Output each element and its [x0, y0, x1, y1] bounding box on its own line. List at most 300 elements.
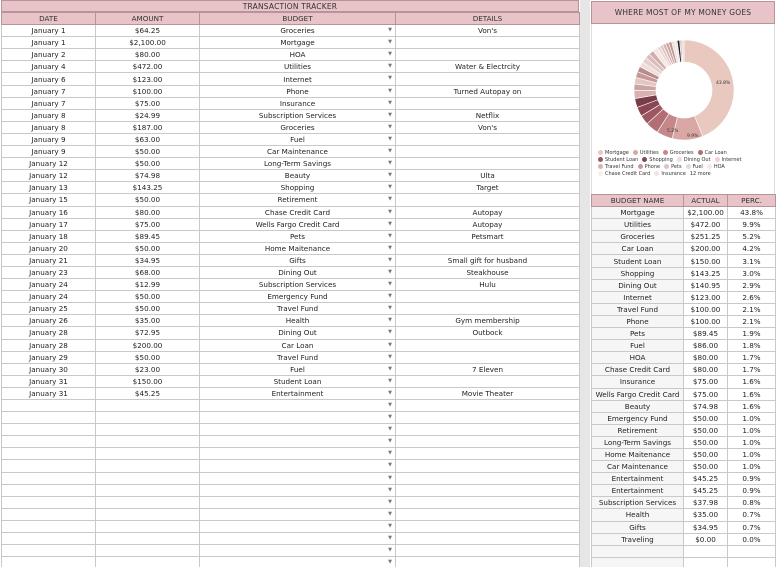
budget-dropdown[interactable] — [200, 327, 396, 339]
column-header-actual: ACTUAL — [684, 195, 728, 207]
budget-dropdown[interactable] — [200, 133, 396, 145]
date-cell[interactable] — [2, 460, 96, 472]
summary-row — [592, 340, 776, 352]
perc-cell: 1.7% — [728, 364, 776, 376]
details-cell[interactable]: Outbock — [396, 327, 580, 339]
dropdown-arrow-icon[interactable]: ▼ — [388, 232, 392, 239]
date-cell[interactable]: January 17 — [2, 218, 96, 230]
details-cell[interactable]: Steakhouse — [396, 266, 580, 278]
amount-cell[interactable] — [96, 557, 200, 567]
chart-legend — [598, 150, 770, 178]
date-cell[interactable]: January 9 — [2, 133, 96, 145]
details-cell[interactable] — [396, 339, 580, 351]
amount-cell[interactable]: $75.00 — [96, 97, 200, 109]
table-row — [2, 170, 580, 182]
actual-cell: $50.00 — [684, 448, 728, 460]
date-cell[interactable]: January 1 — [2, 37, 96, 49]
budget-name-cell: Wells Fargo Credit Card — [592, 388, 684, 400]
amount-cell[interactable]: $50.00 — [96, 242, 200, 254]
amount-cell[interactable] — [96, 472, 200, 484]
details-cell[interactable] — [396, 97, 580, 109]
amount-cell[interactable]: $2,100.00 — [96, 37, 200, 49]
summary-row — [592, 521, 776, 533]
budget-dropdown[interactable] — [200, 496, 396, 508]
dropdown-arrow-icon[interactable]: ▼ — [388, 256, 392, 263]
details-cell[interactable]: Netflix — [396, 109, 580, 121]
budget-dropdown[interactable] — [200, 436, 396, 448]
perc-cell: 2.1% — [728, 315, 776, 327]
actual-cell: $50.00 — [684, 424, 728, 436]
actual-cell: $100.00 — [684, 303, 728, 315]
details-cell[interactable] — [396, 400, 580, 412]
details-cell[interactable] — [396, 436, 580, 448]
dropdown-arrow-icon[interactable]: ▼ — [388, 402, 392, 408]
budget-dropdown[interactable] — [200, 182, 396, 194]
details-cell[interactable] — [396, 448, 580, 460]
budget-dropdown[interactable] — [200, 387, 396, 399]
date-cell[interactable]: January 29 — [2, 351, 96, 363]
details-cell[interactable]: Autopay — [396, 206, 580, 218]
dropdown-arrow-icon[interactable]: ▼ — [388, 160, 392, 167]
dropdown-arrow-icon[interactable]: ▼ — [388, 27, 392, 34]
summary-cell — [684, 545, 728, 557]
budget-dropdown[interactable] — [200, 158, 396, 170]
date-cell[interactable] — [2, 496, 96, 508]
amount-cell[interactable]: $72.95 — [96, 327, 200, 339]
date-cell[interactable] — [2, 400, 96, 412]
perc-cell: 0.9% — [728, 473, 776, 485]
date-cell[interactable]: January 18 — [2, 230, 96, 242]
amount-cell[interactable] — [96, 484, 200, 496]
budget-dropdown[interactable] — [200, 291, 396, 303]
dropdown-arrow-icon[interactable]: ▼ — [388, 438, 392, 445]
budget-dropdown[interactable] — [200, 533, 396, 545]
date-cell[interactable]: January 25 — [2, 303, 96, 315]
perc-cell: 0.9% — [728, 485, 776, 497]
details-cell[interactable] — [396, 460, 580, 472]
budget-value: Utilities — [283, 62, 312, 72]
details-cell[interactable] — [396, 484, 580, 496]
summary-row — [592, 279, 776, 291]
date-cell[interactable]: January 8 — [2, 109, 96, 121]
details-cell[interactable] — [396, 303, 580, 315]
budget-name-cell: Travel Fund — [592, 303, 684, 315]
amount-cell[interactable]: $63.00 — [96, 133, 200, 145]
dropdown-arrow-icon[interactable]: ▼ — [388, 498, 392, 505]
amount-cell[interactable]: $150.00 — [96, 375, 200, 387]
details-cell[interactable]: Autopay — [396, 218, 580, 230]
budget-dropdown[interactable] — [200, 37, 396, 49]
date-cell[interactable] — [2, 412, 96, 424]
date-cell[interactable]: January 15 — [2, 194, 96, 206]
budget-dropdown[interactable] — [200, 242, 396, 254]
amount-cell[interactable]: $472.00 — [96, 61, 200, 73]
dropdown-arrow-icon[interactable]: ▼ — [388, 365, 392, 372]
table-row — [2, 363, 580, 375]
amount-cell[interactable] — [96, 545, 200, 557]
date-cell[interactable]: January 21 — [2, 254, 96, 266]
details-cell[interactable]: Von's — [396, 121, 580, 133]
summary-row — [592, 303, 776, 315]
dropdown-arrow-icon[interactable]: ▼ — [388, 522, 392, 529]
date-cell[interactable]: January 28 — [2, 339, 96, 351]
amount-cell[interactable]: $64.25 — [96, 25, 200, 37]
dropdown-arrow-icon[interactable]: ▼ — [388, 462, 392, 469]
dropdown-arrow-icon[interactable]: ▼ — [388, 559, 392, 566]
amount-cell[interactable] — [96, 412, 200, 424]
budget-dropdown[interactable] — [200, 146, 396, 158]
details-cell[interactable]: Petsmart — [396, 230, 580, 242]
dropdown-arrow-icon[interactable]: ▼ — [388, 450, 392, 457]
amount-cell[interactable]: $24.99 — [96, 109, 200, 121]
details-cell[interactable] — [396, 472, 580, 484]
budget-value: Long-Term Savings — [263, 159, 332, 169]
amount-cell[interactable] — [96, 496, 200, 508]
date-cell[interactable]: January 13 — [2, 182, 96, 194]
date-cell[interactable]: January 26 — [2, 315, 96, 327]
dropdown-arrow-icon[interactable]: ▼ — [388, 486, 392, 493]
amount-cell[interactable]: $200.00 — [96, 339, 200, 351]
details-cell[interactable] — [396, 291, 580, 303]
budget-dropdown[interactable] — [200, 73, 396, 85]
dropdown-arrow-icon[interactable]: ▼ — [388, 389, 392, 396]
dropdown-arrow-icon[interactable]: ▼ — [388, 39, 392, 46]
perc-cell: 2.1% — [728, 303, 776, 315]
amount-cell[interactable]: $80.00 — [96, 49, 200, 61]
legend-swatch — [698, 150, 703, 155]
budget-dropdown[interactable] — [200, 61, 396, 73]
dropdown-arrow-icon[interactable]: ▼ — [388, 172, 392, 179]
legend-swatch — [715, 157, 720, 162]
budget-name-cell: Student Loan — [592, 255, 684, 267]
budget-dropdown[interactable] — [200, 85, 396, 97]
amount-cell[interactable]: $23.00 — [96, 363, 200, 375]
dropdown-arrow-icon[interactable]: ▼ — [388, 99, 392, 106]
date-cell[interactable] — [2, 520, 96, 532]
table-row-empty — [2, 520, 580, 532]
budget-dropdown[interactable] — [200, 448, 396, 460]
amount-cell[interactable]: $12.99 — [96, 279, 200, 291]
dropdown-arrow-icon[interactable]: ▼ — [388, 244, 392, 251]
summary-body — [592, 207, 776, 567]
details-cell[interactable]: Von's — [396, 25, 580, 37]
date-cell[interactable]: January 1 — [2, 25, 96, 37]
actual-cell: $74.98 — [684, 400, 728, 412]
dropdown-arrow-icon[interactable]: ▼ — [388, 63, 392, 70]
budget-dropdown[interactable] — [200, 520, 396, 532]
dropdown-arrow-icon[interactable]: ▼ — [388, 353, 392, 360]
budget-dropdown[interactable] — [200, 339, 396, 351]
column-header-details: DETAILS — [396, 13, 580, 25]
amount-cell[interactable]: $89.45 — [96, 230, 200, 242]
legend-item — [690, 171, 711, 177]
legend-item — [638, 164, 661, 170]
details-cell[interactable]: Movie Theater — [396, 387, 580, 399]
details-cell[interactable] — [396, 146, 580, 158]
budget-value: Travel Fund — [276, 304, 319, 314]
details-cell[interactable] — [396, 133, 580, 145]
details-cell[interactable] — [396, 194, 580, 206]
table-row — [2, 206, 580, 218]
amount-cell[interactable] — [96, 533, 200, 545]
amount-cell[interactable]: $50.00 — [96, 194, 200, 206]
budget-dropdown[interactable] — [200, 254, 396, 266]
perc-cell: 1.6% — [728, 400, 776, 412]
details-cell[interactable]: Small gift for husband — [396, 254, 580, 266]
amount-cell[interactable] — [96, 400, 200, 412]
dropdown-arrow-icon[interactable]: ▼ — [388, 281, 392, 288]
legend-label: 12 more — [689, 171, 711, 177]
amount-cell[interactable]: $74.98 — [96, 170, 200, 182]
budget-dropdown[interactable] — [200, 194, 396, 206]
table-row — [2, 254, 580, 266]
amount-cell[interactable] — [96, 508, 200, 520]
perc-cell: 43.8% — [728, 207, 776, 219]
date-cell[interactable]: January 7 — [2, 97, 96, 109]
actual-cell: $35.00 — [684, 509, 728, 521]
date-cell[interactable] — [2, 436, 96, 448]
date-cell[interactable]: January 12 — [2, 170, 96, 182]
date-cell[interactable]: January 16 — [2, 206, 96, 218]
budget-value: Car Maintenance — [267, 147, 328, 157]
details-cell[interactable] — [396, 412, 580, 424]
details-cell[interactable] — [396, 520, 580, 532]
dropdown-arrow-icon[interactable]: ▼ — [388, 51, 392, 58]
legend-label: Pets — [671, 164, 682, 170]
amount-cell[interactable]: $45.25 — [96, 387, 200, 399]
budget-name-cell: Fuel — [592, 340, 684, 352]
perc-cell: 1.0% — [728, 448, 776, 460]
budget-name-cell: Dining Out — [592, 279, 684, 291]
amount-cell[interactable]: $50.00 — [96, 158, 200, 170]
dropdown-arrow-icon[interactable]: ▼ — [388, 305, 392, 312]
details-cell[interactable]: 7 Eleven — [396, 363, 580, 375]
budget-dropdown[interactable] — [200, 375, 396, 387]
budget-name-cell: Chase Credit Card — [592, 364, 684, 376]
date-cell[interactable] — [2, 448, 96, 460]
actual-cell: $143.25 — [684, 267, 728, 279]
dropdown-arrow-icon[interactable]: ▼ — [388, 196, 392, 203]
summary-row — [592, 207, 776, 219]
table-row — [2, 121, 580, 133]
details-cell[interactable] — [396, 242, 580, 254]
table-row — [2, 61, 580, 73]
dropdown-arrow-icon[interactable]: ▼ — [388, 87, 392, 94]
dropdown-arrow-icon[interactable]: ▼ — [388, 111, 392, 118]
dropdown-arrow-icon[interactable]: ▼ — [388, 377, 392, 384]
budget-dropdown[interactable] — [200, 351, 396, 363]
dropdown-arrow-icon[interactable]: ▼ — [388, 341, 392, 348]
details-cell[interactable] — [396, 37, 580, 49]
details-cell[interactable]: Ulta — [396, 170, 580, 182]
amount-cell[interactable] — [96, 520, 200, 532]
summary-row-empty — [592, 557, 776, 567]
details-cell[interactable] — [396, 158, 580, 170]
table-row — [2, 339, 580, 351]
budget-dropdown[interactable] — [200, 97, 396, 109]
summary-row — [592, 485, 776, 497]
date-cell[interactable] — [2, 557, 96, 567]
amount-cell[interactable] — [96, 424, 200, 436]
date-cell[interactable]: January 28 — [2, 327, 96, 339]
date-cell[interactable] — [2, 472, 96, 484]
budget-dropdown[interactable] — [200, 484, 396, 496]
budget-dropdown[interactable] — [200, 266, 396, 278]
amount-cell[interactable]: $34.95 — [96, 254, 200, 266]
amount-cell[interactable]: $100.00 — [96, 85, 200, 97]
actual-cell: $34.95 — [684, 521, 728, 533]
budget-dropdown[interactable] — [200, 545, 396, 557]
table-row — [2, 158, 580, 170]
summary-row — [592, 448, 776, 460]
budget-dropdown[interactable] — [200, 49, 396, 61]
budget-dropdown[interactable] — [200, 557, 396, 567]
details-cell[interactable]: Water & Electrcity — [396, 61, 580, 73]
date-cell[interactable]: January 8 — [2, 121, 96, 133]
date-cell[interactable]: January 31 — [2, 387, 96, 399]
amount-cell[interactable]: $187.00 — [96, 121, 200, 133]
dropdown-arrow-icon[interactable]: ▼ — [388, 208, 392, 215]
budget-value: Groceries — [280, 122, 315, 132]
legend-label: Dining Out — [683, 157, 711, 163]
date-cell[interactable]: January 12 — [2, 158, 96, 170]
legend-item — [598, 171, 650, 177]
legend-label: Mortgage — [605, 150, 629, 156]
legend-swatch — [638, 164, 643, 169]
budget-dropdown[interactable] — [200, 472, 396, 484]
dropdown-arrow-icon[interactable]: ▼ — [388, 135, 392, 142]
dropdown-arrow-icon[interactable]: ▼ — [388, 293, 392, 300]
table-row-empty — [2, 557, 580, 567]
details-cell[interactable] — [396, 545, 580, 557]
dropdown-arrow-icon[interactable]: ▼ — [388, 414, 392, 421]
date-cell[interactable]: January 4 — [2, 61, 96, 73]
details-cell[interactable] — [396, 375, 580, 387]
details-cell[interactable] — [396, 533, 580, 545]
date-cell[interactable]: January 23 — [2, 266, 96, 278]
table-row — [2, 279, 580, 291]
legend-swatch — [663, 150, 668, 155]
budget-value: Phone — [286, 86, 309, 96]
details-cell[interactable]: Target — [396, 182, 580, 194]
dropdown-arrow-icon[interactable]: ▼ — [388, 329, 392, 336]
details-cell[interactable]: Hulu — [396, 279, 580, 291]
details-cell[interactable]: Turned Autopay on — [396, 85, 580, 97]
amount-cell[interactable]: $123.00 — [96, 73, 200, 85]
table-row-empty — [2, 412, 580, 424]
table-row — [2, 303, 580, 315]
details-cell[interactable] — [396, 508, 580, 520]
dropdown-arrow-icon[interactable]: ▼ — [388, 510, 392, 517]
amount-cell[interactable]: $50.00 — [96, 303, 200, 315]
legend-label: Fuel — [692, 164, 703, 170]
amount-cell[interactable] — [96, 448, 200, 460]
summary-cell — [684, 557, 728, 567]
details-cell[interactable] — [396, 73, 580, 85]
amount-cell[interactable]: $68.00 — [96, 266, 200, 278]
dropdown-arrow-icon[interactable]: ▼ — [388, 535, 392, 542]
budget-dropdown[interactable] — [200, 206, 396, 218]
budget-dropdown[interactable] — [200, 121, 396, 133]
date-cell[interactable] — [2, 545, 96, 557]
dropdown-arrow-icon[interactable]: ▼ — [388, 426, 392, 433]
details-cell[interactable] — [396, 351, 580, 363]
budget-dropdown[interactable] — [200, 279, 396, 291]
budget-dropdown[interactable] — [200, 363, 396, 375]
amount-cell[interactable]: $75.00 — [96, 218, 200, 230]
amount-cell[interactable]: $50.00 — [96, 146, 200, 158]
budget-dropdown[interactable] — [200, 424, 396, 436]
budget-name-cell: Mortgage — [592, 207, 684, 219]
date-cell[interactable]: January 24 — [2, 279, 96, 291]
dropdown-arrow-icon[interactable]: ▼ — [388, 474, 392, 481]
budget-dropdown[interactable] — [200, 218, 396, 230]
perc-cell: 1.7% — [728, 352, 776, 364]
date-cell[interactable] — [2, 424, 96, 436]
actual-cell: $50.00 — [684, 412, 728, 424]
budget-dropdown[interactable] — [200, 170, 396, 182]
budget-dropdown[interactable] — [200, 230, 396, 242]
dropdown-arrow-icon[interactable]: ▼ — [388, 220, 392, 227]
details-cell[interactable] — [396, 496, 580, 508]
date-cell[interactable] — [2, 508, 96, 520]
perc-cell: 1.6% — [728, 376, 776, 388]
budget-dropdown[interactable] — [200, 508, 396, 520]
details-cell[interactable] — [396, 424, 580, 436]
date-cell[interactable]: January 20 — [2, 242, 96, 254]
budget-dropdown[interactable] — [200, 25, 396, 37]
budget-name-cell: Entertainment — [592, 485, 684, 497]
budget-value: Chase Credit Card — [264, 207, 331, 217]
dropdown-arrow-icon[interactable]: ▼ — [388, 184, 392, 191]
amount-cell[interactable]: $143.25 — [96, 182, 200, 194]
date-cell[interactable] — [2, 533, 96, 545]
dropdown-arrow-icon[interactable]: ▼ — [388, 547, 392, 554]
budget-dropdown[interactable] — [200, 315, 396, 327]
date-cell[interactable]: January 31 — [2, 375, 96, 387]
date-cell[interactable]: January 30 — [2, 363, 96, 375]
date-cell[interactable]: January 9 — [2, 146, 96, 158]
dropdown-arrow-icon[interactable]: ▼ — [388, 123, 392, 130]
budget-dropdown[interactable] — [200, 303, 396, 315]
budget-dropdown[interactable] — [200, 412, 396, 424]
amount-cell[interactable]: $50.00 — [96, 291, 200, 303]
amount-cell[interactable]: $80.00 — [96, 206, 200, 218]
date-cell[interactable]: January 2 — [2, 49, 96, 61]
budget-dropdown[interactable] — [200, 460, 396, 472]
actual-cell: $50.00 — [684, 436, 728, 448]
amount-cell[interactable] — [96, 460, 200, 472]
budget-dropdown[interactable] — [200, 109, 396, 121]
amount-cell[interactable]: $35.00 — [96, 315, 200, 327]
date-cell[interactable]: January 7 — [2, 85, 96, 97]
date-cell[interactable]: January 24 — [2, 291, 96, 303]
budget-dropdown[interactable] — [200, 400, 396, 412]
date-cell[interactable] — [2, 484, 96, 496]
dropdown-arrow-icon[interactable]: ▼ — [388, 148, 392, 155]
dropdown-arrow-icon[interactable]: ▼ — [388, 268, 392, 275]
amount-cell[interactable]: $50.00 — [96, 351, 200, 363]
amount-cell[interactable] — [96, 436, 200, 448]
details-cell[interactable] — [396, 557, 580, 567]
details-cell[interactable]: Gym membership — [396, 315, 580, 327]
dropdown-arrow-icon[interactable]: ▼ — [388, 75, 392, 82]
date-cell[interactable]: January 6 — [2, 73, 96, 85]
dropdown-arrow-icon[interactable]: ▼ — [388, 317, 392, 324]
details-cell[interactable] — [396, 49, 580, 61]
legend-label: Utilities — [639, 150, 659, 156]
perc-cell: 1.0% — [728, 461, 776, 473]
